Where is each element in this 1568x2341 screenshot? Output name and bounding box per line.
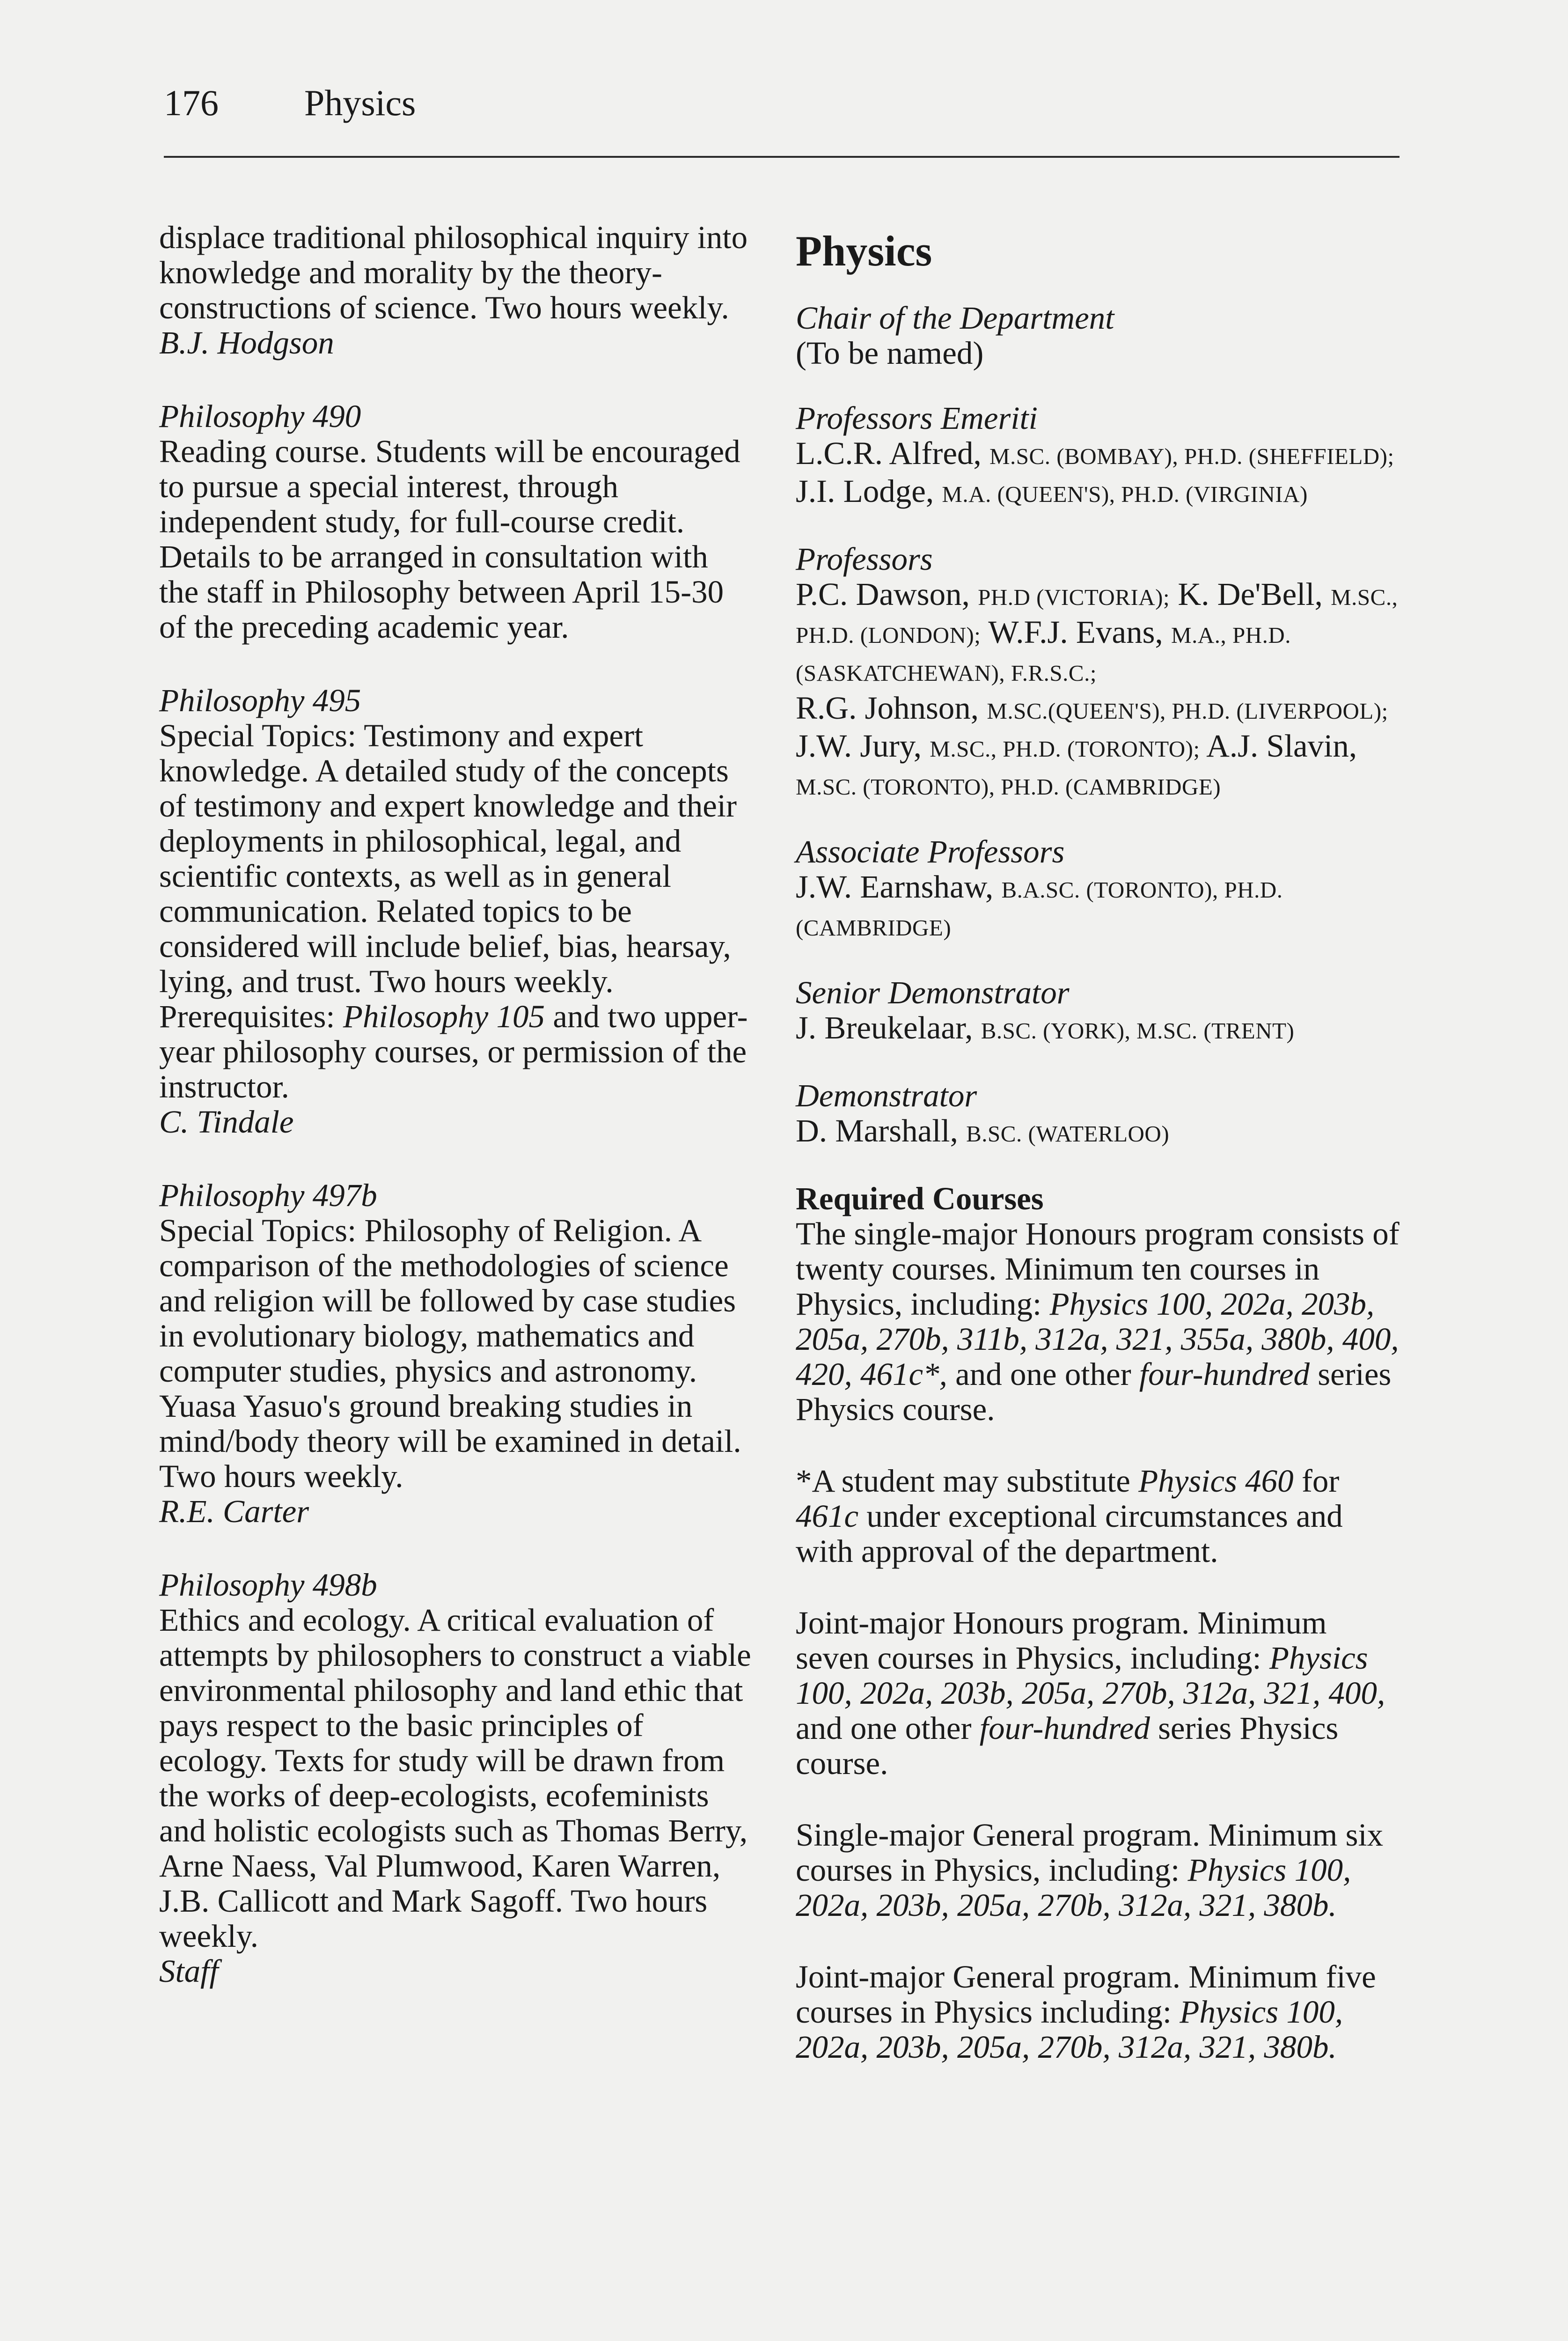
program-course-list: Physics 100, 202a, 203b, 205a, 270b, 311b, 312a, 321, 355a, 380b, 400, 420, 461c*, [796,1286,1399,1392]
staff-name: L.C.R. Alfred, [796,435,982,471]
course-description: Special Topics: Testimony and expert knowledge. A detailed study of the concepts of testimony and expert knowledge and their deployments in philosophical, legal, and scientific contexts, as well as in general communication. Related topics to be considered will include belief, bias, hearsay, lying, and trust. Two hours weekly. [159,718,737,999]
emeriti-section [796,401,1399,512]
staff-credentials: B.A.SC. (TORONTO), PH.D. (CAMBRIDGE) [796,877,1283,941]
note-course: Physics 460 [1138,1463,1294,1499]
section-heading: Senior Demonstrator [796,975,1070,1010]
continued-entry [159,220,754,361]
running-title: Physics [304,82,416,123]
prereq-course: Philosophy 105 [343,999,545,1034]
joint-general-program [796,1959,1399,2065]
note-text: *A student may substitute [796,1463,1130,1499]
page-header [164,80,1399,126]
program-course-list: Physics 100, 202a, 203b, 205a, 270b, 312a, 321, 380b. [796,1852,1351,1923]
department-title: Physics [796,227,932,275]
staff-list [796,577,1399,804]
staff-name: D. Marshall, [796,1113,958,1148]
course-instructor: R.E. Carter [159,1494,309,1529]
chair-section [796,301,1399,371]
staff-name: A.J. Slavin, [1206,728,1357,764]
staff-name: J. Breukelaar, [796,1010,973,1045]
joint-honours-program [796,1605,1399,1781]
staff-credentials: B.SC. (YORK), M.SC. (TRENT) [981,1018,1295,1044]
course-entry [159,399,754,645]
header-rule [164,156,1399,158]
program-course-list: Physics 100, 202a, 203b, 205a, 270b, 312a, 321, 400, [796,1640,1385,1711]
program-intro: Joint-major General program. Minimum five courses in Physics including: [796,1959,1376,2030]
course-title: Philosophy 490 [159,398,361,434]
course-description: Ethics and ecology. A critical evaluation of attempts by philosophers to construct a viable environmental philosophy and land ethic that pays respect to the basic principles of ecology. Texts for study will be drawn from the works of deep-ecologists, ecofeminists and holistic ecologists such as Thomas Berry, Arne Naess, Val Plumwood, Karen Warren, J.B. Callicott and Mark Sagoff. Two hours weekly. [159,1602,751,1954]
course-entry [159,683,754,1140]
program-series: four-hundred [979,1710,1150,1746]
staff-name: P.C. Dawson, [796,576,970,612]
staff-credentials: M.SC., PH.D. (LONDON); [796,584,1398,648]
course-entry [159,1568,754,1989]
staff-list [796,436,1399,512]
honours-program [796,1216,1399,1427]
general-program [796,1818,1399,1923]
left-column [159,220,754,2027]
program-intro: Joint-major Honours program. Minimum seven courses in Physics, including: [796,1605,1327,1676]
staff-name: W.F.J. Evans, [988,614,1163,650]
program-intro: Single-major General program. Minimum six courses in Physics, including: [796,1817,1384,1888]
course-title: Philosophy 498b [159,1567,377,1603]
continued-text: displace traditional philosophical inquiry into knowledge and morality by the theory-constructions of science. Two hours weekly. [159,220,748,325]
staff-list [796,1113,1399,1151]
staff-credentials: M.SC. (TORONTO), PH.D. (CAMBRIDGE) [796,774,1221,800]
course-description: Reading course. Students will be encouraged to pursue a special interest, through independent study, for full-course credit. Details to be arranged in consultation with the staff in Philosophy between April 15-30 of the preceding academic year. [159,434,740,645]
staff-name: K. De'Bell, [1178,576,1323,612]
course-prerequisites [159,999,754,1104]
staff-credentials: M.SC. (BOMBAY), PH.D. (SHEFFIELD); [989,443,1394,469]
program-series: four-hundred [1139,1356,1310,1392]
program-text: series Physics course. [796,1356,1392,1427]
staff-name: R.G. Johnson, [796,690,979,726]
section-heading: Professors Emeriti [796,400,1038,436]
course-instructor: B.J. Hodgson [159,325,334,361]
substitution-note [796,1464,1399,1569]
note-text: for [1301,1463,1340,1499]
staff-credentials: PH.D (VICTORIA); [978,584,1170,610]
course-instructor: Staff [159,1953,219,1989]
prereq-label: Prerequisites: [159,999,335,1034]
senior-demonstrator-section [796,975,1399,1048]
program-intro: The single-major Honours program consists of twenty courses. Minimum ten courses in Physics, including: [796,1216,1399,1322]
staff-credentials: M.SC.(QUEEN'S), PH.D. (LIVERPOOL); [987,698,1388,724]
staff-name: J.W. Earnshaw, [796,869,994,905]
staff-list [796,869,1399,945]
program-text: series Physics course. [796,1710,1339,1781]
course-entry [159,1178,754,1529]
section-heading: Professors [796,541,933,577]
associate-section [796,834,1399,945]
staff-credentials: M.A., PH.D. (SASKATCHEWAN), F.R.S.C.; [796,622,1291,686]
required-courses-section [796,1181,1399,2065]
prereq-rest: and two upper-year philosophy courses, or permission of the instructor. [159,999,748,1104]
staff-name: J.I. Lodge, [796,473,934,509]
chair-text: (To be named) [796,335,984,371]
course-instructor: C. Tindale [159,1104,294,1140]
section-heading: Demonstrator [796,1078,977,1113]
program-course-list: Physics 100, 202a, 203b, 205a, 270b, 312a, 321, 380b. [796,1994,1343,2065]
section-heading: Associate Professors [796,834,1065,869]
section-heading: Chair of the Department [796,300,1114,336]
staff-list [796,1010,1399,1048]
right-column [796,220,1399,2101]
course-description: Special Topics: Philosophy of Religion. A comparison of the methodologies of science and religion will be followed by case studies in evolutionary biology, mathematics and computer studies, physics and astronomy. Yuasa Yasuo's ground breaking studies in mind/body theory will be examined in detail. Two hours weekly. [159,1213,741,1494]
section-heading: Required Courses [796,1181,1044,1216]
staff-credentials: M.SC., PH.D. (TORONTO); [930,736,1200,762]
page-number: 176 [164,82,219,123]
course-title: Philosophy 495 [159,683,361,718]
demonstrator-section [796,1078,1399,1151]
program-text: and one other [796,1710,972,1746]
staff-credentials: M.A. (QUEEN'S), PH.D. (VIRGINIA) [942,481,1308,507]
note-course: 461c [796,1498,859,1534]
course-title: Philosophy 497b [159,1178,377,1213]
staff-name: J.W. Jury, [796,728,922,764]
note-text: under exceptional circumstances and with approval of the department. [796,1498,1343,1569]
program-text: and one other [955,1356,1131,1392]
staff-credentials: B.SC. (WATERLOO) [966,1121,1170,1147]
professors-section [796,542,1399,804]
